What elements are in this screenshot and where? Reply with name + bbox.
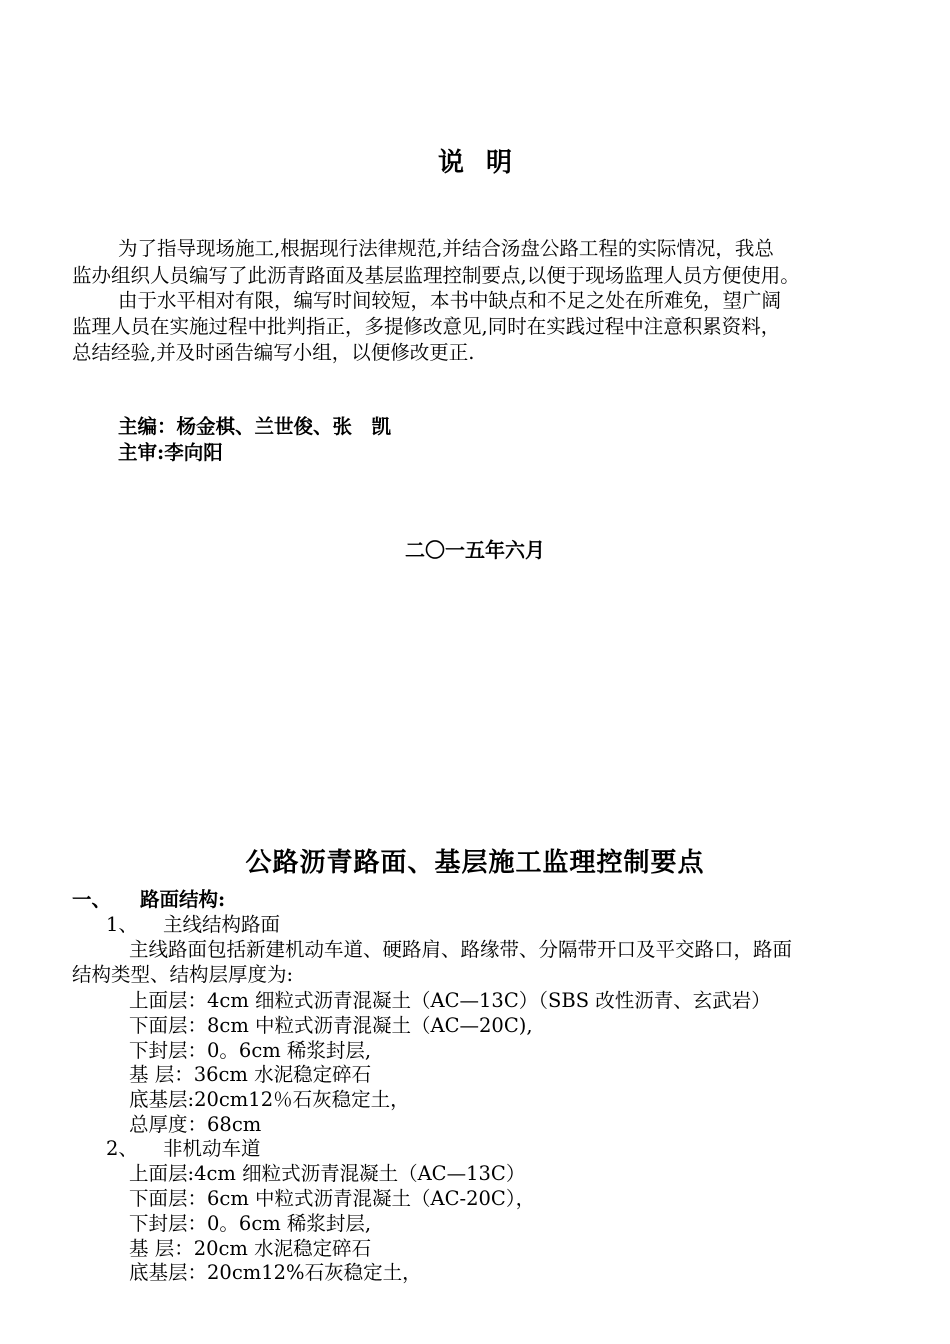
sub2-layer-seal: 下封层：0。6cm 稀浆封层, (129, 1212, 372, 1235)
main-title: 公路沥青路面、基层施工监理控制要点 (245, 848, 705, 878)
preface-para2-line2: 监理人员在实施过程中批判指正，多提修改意见,同时在实践过程中注意积累资料， (72, 315, 781, 338)
sub2-title: 非机动车道 (163, 1137, 261, 1160)
preface-para2-line1: 由于水平相对有限，编写时间较短，本书中缺点和不足之处在所难免，望广阔 (118, 289, 782, 312)
sub1-layer-top: 上面层：4cm 细粒式沥青混凝土（AC—13C）（SBS 改性沥青、玄武岩） (129, 989, 771, 1012)
sub2-layer-base: 基 层：20cm 水泥稳定碎石 (129, 1237, 372, 1260)
section1-title: 路面结构: (140, 888, 226, 911)
sub2-layer-lower: 下面层：6cm 中粒式沥青混凝土（AC-20C）， (129, 1187, 536, 1210)
sub1-desc-line1: 主线路面包括新建机动车道、硬路肩、路缘带、分隔带开口及平交路口，路面 (129, 938, 793, 961)
sub1-layer-base: 基 层：36cm 水泥稳定碎石 (129, 1063, 372, 1086)
preface-title: 说明 (437, 148, 534, 178)
sub1-layer-subbase: 底基层:20cm12％石灰稳定土， (129, 1088, 410, 1111)
sub1-layer-seal: 下封层：0。6cm 稀浆封层, (129, 1039, 372, 1062)
sub2-number: 2、 (106, 1137, 138, 1160)
preface-editors: 主编：杨金棋、兰世俊、张 凯 (118, 415, 392, 438)
sub1-desc-line2: 结构类型、结构层厚度为: (72, 963, 294, 986)
preface-para1-line1: 为了指导现场施工,根据现行法律规范,并结合汤盘公路工程的实际情况，我总 (118, 237, 774, 260)
preface-para1-line2: 监办组织人员编写了此沥青路面及基层监理控制要点,以便于现场监理人员方便使用。 (72, 264, 800, 287)
sub1-number: 1、 (106, 913, 138, 936)
preface-para2-line3: 总结经验,并及时函告编写小组，以便修改更正. (72, 341, 475, 364)
sub1-layer-lower: 下面层：8cm 中粒式沥青混凝土（AC—20C), (129, 1014, 533, 1037)
preface-date: 二〇一五年六月 (405, 538, 545, 562)
preface-reviewer: 主审:李向阳 (118, 441, 223, 464)
sub1-title: 主线结构路面 (163, 913, 281, 936)
section1-number: 一、 (72, 888, 112, 911)
sub1-total-thickness: 总厚度：68cm (129, 1113, 262, 1136)
sub2-layer-subbase: 底基层：20cm12%石灰稳定土， (129, 1261, 422, 1284)
sub2-layer-top: 上面层:4cm 细粒式沥青混凝土（AC—13C） (129, 1162, 526, 1185)
